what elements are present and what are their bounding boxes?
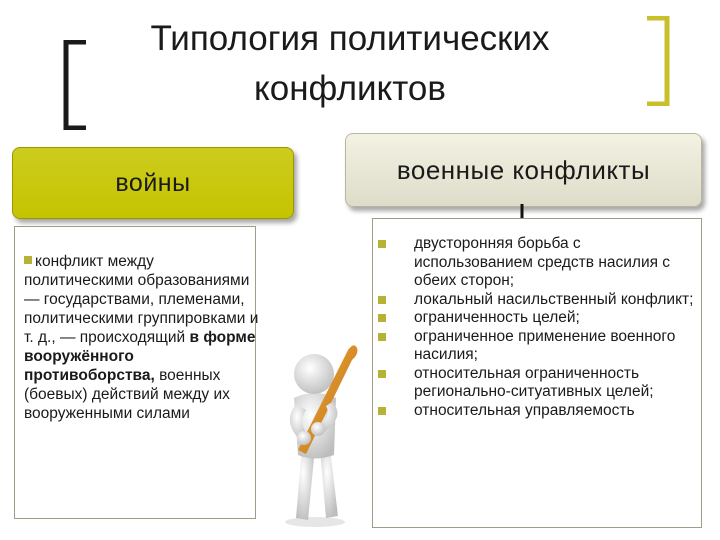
wars-definition-text-1: конфликт между политическими образованиями — государствами, племенами, политическими группировками и т. д., — происходящий bbox=[24, 253, 259, 346]
wars-box bbox=[12, 147, 294, 219]
list-item: ограниченность целей; bbox=[378, 309, 698, 328]
military-conflicts-box bbox=[345, 133, 702, 207]
list-item: ограниченное применение военного насилия; bbox=[378, 328, 698, 365]
wars-label: войны bbox=[115, 168, 191, 197]
wars-definition-bold: в форме вооружённого противоборства, bbox=[24, 329, 256, 384]
bullet-square-icon bbox=[378, 333, 386, 341]
list-item: двусторонняя борьба с использованием средств насилия с обеих сторон; bbox=[378, 235, 698, 291]
bullet-square-icon bbox=[378, 240, 386, 248]
page-title bbox=[100, 14, 600, 114]
bullet-square-icon bbox=[378, 314, 386, 322]
bullet-square-icon bbox=[378, 296, 386, 304]
bullet-square-icon bbox=[24, 256, 32, 264]
wars-definition-text-2: военных (боевых) действий между их вооруженными силами bbox=[24, 367, 230, 422]
bullet-square-icon bbox=[378, 407, 386, 415]
title-line-2: конфликтов bbox=[254, 69, 446, 108]
right-bracket-icon bbox=[645, 16, 673, 106]
military-conflicts-list bbox=[378, 235, 698, 420]
military-conflicts-label: военные конфликты bbox=[396, 154, 651, 185]
list-item: локальный насильственный конфликт; bbox=[378, 291, 698, 310]
list-item: относительная ограниченность регионально-ситуативных целей; bbox=[378, 365, 698, 402]
list-item: относительная управляемость bbox=[378, 402, 698, 421]
left-bracket-icon bbox=[60, 40, 88, 130]
figure-with-bat-icon bbox=[260, 340, 365, 530]
bullet-square-icon bbox=[378, 370, 386, 378]
title-line-1: Типология политических bbox=[150, 19, 550, 58]
wars-definition bbox=[24, 252, 259, 423]
